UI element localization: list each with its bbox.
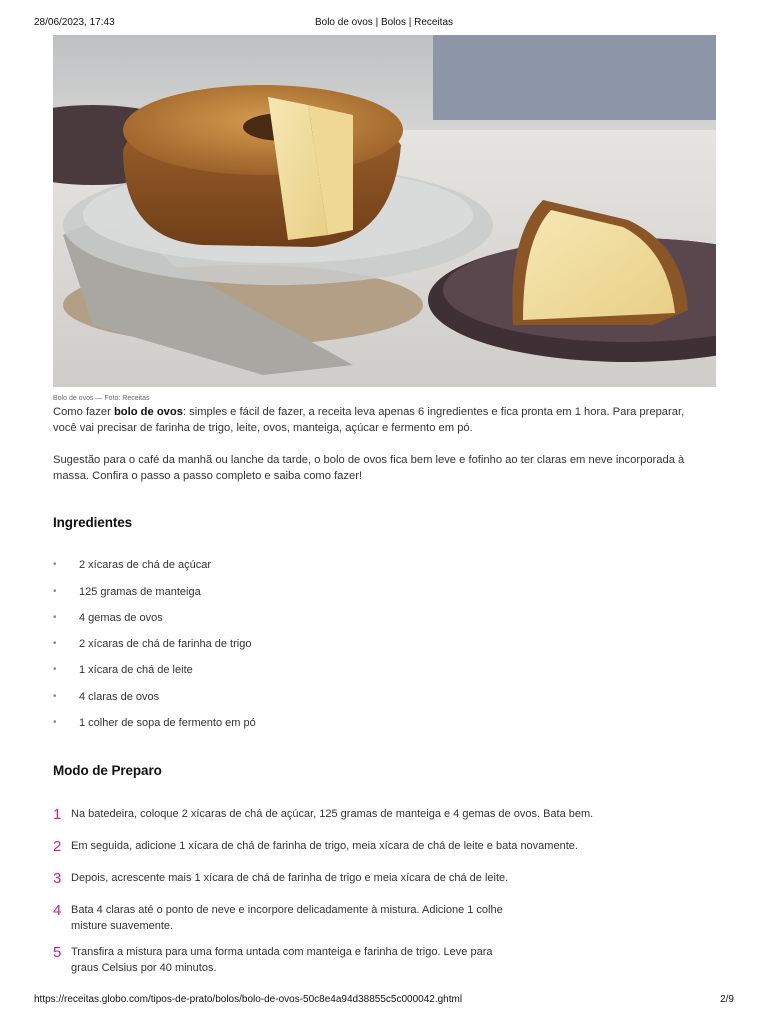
step-text: misture suavemente.	[71, 920, 174, 932]
print-url: https://receitas.globo.com/tipos-de-prato/bolos/bolo-de-ovos-50c8e4a94d38855c5c000042.ghtml	[34, 994, 463, 1005]
step-number: 4	[53, 902, 62, 919]
page-number: 2/9	[720, 994, 734, 1005]
step-text: Depois, acrescente mais 1 xícara de chá de farinha de trigo e meia xícara de chá de leite.	[71, 872, 509, 884]
intro-paragraph-1	[53, 404, 703, 436]
bullet-icon: •	[53, 612, 57, 623]
step-number: 5	[53, 944, 62, 961]
intro-paragraph-2: Sugestão para o café da manhã ou lanche da tarde, o bolo de ovos fica bem leve e fofinho ao ter claras em neve incorporada à massa. Confira o passo a passo completo e saiba como fazer!	[53, 454, 685, 482]
step-number: 3	[53, 870, 62, 887]
step-number: 2	[53, 838, 62, 855]
cake-photo	[53, 35, 716, 387]
step-text: graus Celsius por 40 minutos.	[71, 962, 217, 974]
photo-caption: Bolo de ovos — Foto: Receitas	[53, 395, 150, 402]
step-text: Em seguida, adicione 1 xícara de chá de farinha de trigo, meia xícara de chá de leite e bata novamente.	[71, 840, 578, 852]
bullet-icon: •	[53, 691, 57, 702]
intro-p1-before: Como fazer	[53, 406, 114, 418]
print-footer	[34, 994, 734, 1008]
bullet-icon: •	[53, 664, 57, 675]
recipe-name: bolo de ovos	[113, 406, 183, 418]
ingredients-heading: Ingredientes	[53, 515, 133, 530]
step-number: 1	[53, 806, 62, 823]
step-text: Transfira a mistura para uma forma untada com manteiga e farinha de trigo. Leve para	[71, 946, 493, 958]
step-text: Bata 4 claras até o ponto de neve e incorpore delicadamente à mistura. Adicione 1 colhe	[71, 904, 503, 916]
print-header	[34, 17, 734, 31]
step-text: Na batedeira, coloque 2 xícaras de chá de açúcar, 125 gramas de manteiga e 4 gemas de ovos. Bata bem.	[71, 808, 594, 820]
ad-placeholder	[518, 868, 718, 983]
cake-photo-illustration	[53, 35, 716, 387]
bullet-icon: •	[53, 586, 57, 597]
bullet-icon: •	[53, 638, 57, 649]
print-title: Bolo de ovos | Bolos | Receitas	[314, 17, 454, 28]
bullet-icon: •	[53, 559, 57, 570]
bullet-icon: •	[53, 717, 57, 728]
preparation-heading: Modo de Preparo	[53, 763, 162, 778]
print-date: 28/06/2023, 17:43	[34, 17, 115, 28]
intro-p1-after: : simples e fácil de fazer, a receita leva apenas 6 ingredientes e fica pronta em 1 hora. Para preparar, você vai precisar de farinha de trigo, leite, ovos, manteiga, açúcar e fermento em pó.	[53, 406, 685, 434]
